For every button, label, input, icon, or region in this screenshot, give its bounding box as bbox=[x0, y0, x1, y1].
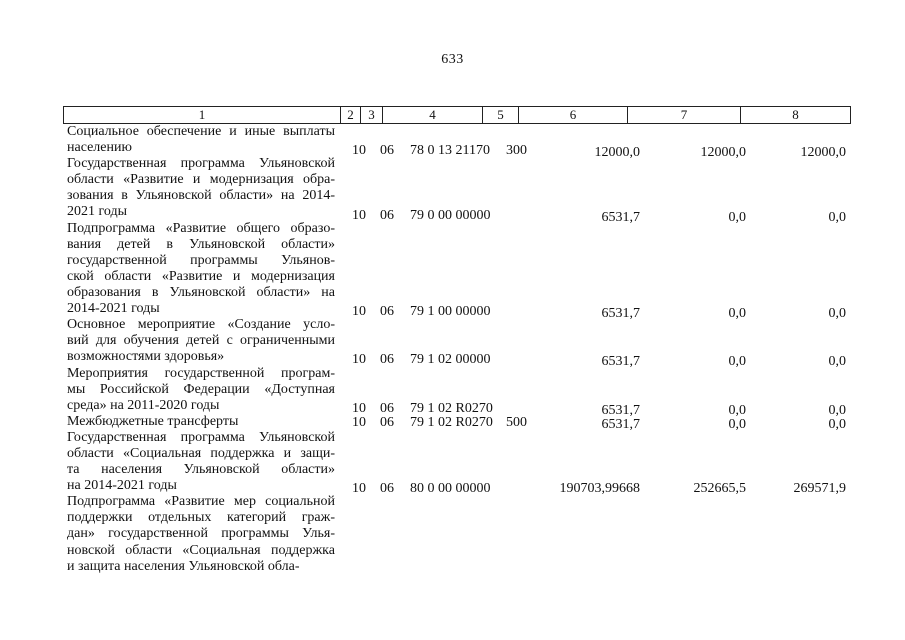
description-line: та населения Ульяновской области» bbox=[67, 462, 335, 478]
row-description bbox=[67, 430, 335, 494]
section-code: 10 bbox=[352, 143, 366, 159]
target-article-code: 78 0 13 21170 bbox=[410, 143, 490, 159]
amount-2020: 12000,0 bbox=[700, 145, 746, 161]
amount-2021: 0,0 bbox=[828, 416, 846, 432]
amount-2020: 0,0 bbox=[728, 354, 746, 370]
description-line: населению bbox=[67, 140, 132, 156]
column-header-8: 8 bbox=[741, 107, 851, 124]
target-article-code: 79 0 00 00000 bbox=[410, 207, 491, 223]
expense-type-code: 500 bbox=[506, 414, 527, 430]
subsection-code: 06 bbox=[380, 304, 394, 320]
row-description bbox=[67, 156, 335, 220]
description-line: на 2014-2021 годы bbox=[67, 478, 177, 494]
target-article-code: 79 1 00 00000 bbox=[410, 304, 491, 320]
target-article-code: 79 1 02 R0270 bbox=[410, 400, 493, 416]
amount-2019: 6531,7 bbox=[601, 402, 640, 418]
description-line: Подпрограмма «Развитие общего образо- bbox=[67, 220, 335, 236]
description-line: 2021 годы bbox=[67, 204, 128, 220]
description-line: вания детей в Ульяновской области» bbox=[67, 236, 335, 252]
amount-2020: 0,0 bbox=[728, 402, 746, 418]
target-article-code: 79 1 02 00000 bbox=[410, 352, 491, 368]
description-line: области «Социальная поддержка и защи- bbox=[67, 445, 335, 461]
column-header-1: 1 bbox=[64, 107, 341, 124]
column-header-6: 6 bbox=[519, 107, 628, 124]
description-line: вий для обучения детей с ограниченными bbox=[67, 333, 335, 349]
description-line: новской области «Социальная поддержка bbox=[67, 542, 335, 558]
amount-2019: 6531,7 bbox=[601, 354, 640, 370]
row-description bbox=[67, 414, 335, 430]
description-line: среда» на 2011-2020 годы bbox=[67, 397, 220, 413]
description-line: дан» государственной программы Улья- bbox=[67, 526, 335, 542]
description-line: Подпрограмма «Развитие мер социальной bbox=[67, 494, 335, 510]
amount-2019: 12000,0 bbox=[594, 145, 640, 161]
description-line: Социальное обеспечение и иные выплаты bbox=[67, 124, 335, 139]
column-header-7: 7 bbox=[628, 107, 741, 124]
amount-2019: 6531,7 bbox=[601, 306, 640, 322]
section-code: 10 bbox=[352, 304, 366, 320]
description-line: мы Российской Федерации «Доступная bbox=[67, 381, 335, 397]
row-description bbox=[67, 317, 335, 365]
row-description bbox=[67, 124, 335, 156]
section-code: 10 bbox=[352, 400, 366, 416]
target-article-code: 79 1 02 R0270 bbox=[410, 414, 493, 430]
description-line: зования в Ульяновской области» на 2014- bbox=[67, 188, 335, 204]
section-code: 10 bbox=[352, 481, 366, 497]
description-line: и защита населения Ульяновской обла- bbox=[67, 558, 300, 574]
description-line: образования в Ульяновской области» на bbox=[67, 284, 335, 300]
column-header-5: 5 bbox=[483, 107, 519, 124]
amount-2021: 0,0 bbox=[828, 354, 846, 370]
row-description bbox=[67, 366, 335, 414]
description-line: поддержки отдельных категорий граж- bbox=[67, 510, 335, 526]
description-line: возможностями здоровья» bbox=[67, 349, 225, 365]
row-description bbox=[67, 221, 335, 318]
subsection-code: 06 bbox=[380, 400, 394, 416]
subsection-code: 06 bbox=[380, 414, 394, 430]
amount-2020: 0,0 bbox=[728, 209, 746, 225]
amount-2020: 0,0 bbox=[728, 416, 746, 432]
expense-type-code: 300 bbox=[506, 143, 527, 159]
amount-2021: 12000,0 bbox=[800, 145, 846, 161]
amount-2020: 0,0 bbox=[728, 306, 746, 322]
subsection-code: 06 bbox=[380, 352, 394, 368]
description-line: Государственная программа Ульяновской bbox=[67, 429, 335, 445]
description-line: области «Развитие и модернизация обра- bbox=[67, 172, 335, 188]
amount-2021: 0,0 bbox=[828, 209, 846, 225]
target-article-code: 80 0 00 00000 bbox=[410, 481, 491, 497]
subsection-code: 06 bbox=[380, 481, 394, 497]
amount-2021: 269571,9 bbox=[793, 481, 846, 497]
section-code: 10 bbox=[352, 207, 366, 223]
description-line: 2014-2021 годы bbox=[67, 301, 160, 317]
amount-2021: 0,0 bbox=[828, 402, 846, 418]
column-header-3: 3 bbox=[361, 107, 383, 124]
description-line: Мероприятия государственной програм- bbox=[67, 365, 335, 381]
column-header-2: 2 bbox=[341, 107, 361, 124]
description-line: государственной программы Ульянов- bbox=[67, 252, 335, 268]
description-line: Межбюджетные трансферты bbox=[67, 413, 239, 429]
section-code: 10 bbox=[352, 414, 366, 430]
description-line: Основное мероприятие «Создание усло- bbox=[67, 317, 335, 333]
amount-2019: 190703,99668 bbox=[559, 481, 640, 497]
amount-2020: 252665,5 bbox=[693, 481, 746, 497]
row-description bbox=[67, 494, 335, 574]
section-code: 10 bbox=[352, 352, 366, 368]
subsection-code: 06 bbox=[380, 207, 394, 223]
subsection-code: 06 bbox=[380, 143, 394, 159]
page-number: 633 bbox=[441, 52, 464, 67]
column-header-4: 4 bbox=[383, 107, 483, 124]
amount-2019: 6531,7 bbox=[601, 416, 640, 432]
amount-2021: 0,0 bbox=[828, 306, 846, 322]
amount-2019: 6531,7 bbox=[601, 209, 640, 225]
description-line: Государственная программа Ульяновской bbox=[67, 156, 335, 172]
description-line: ской области «Развитие и модернизация bbox=[67, 268, 335, 284]
column-number-header bbox=[63, 106, 851, 124]
